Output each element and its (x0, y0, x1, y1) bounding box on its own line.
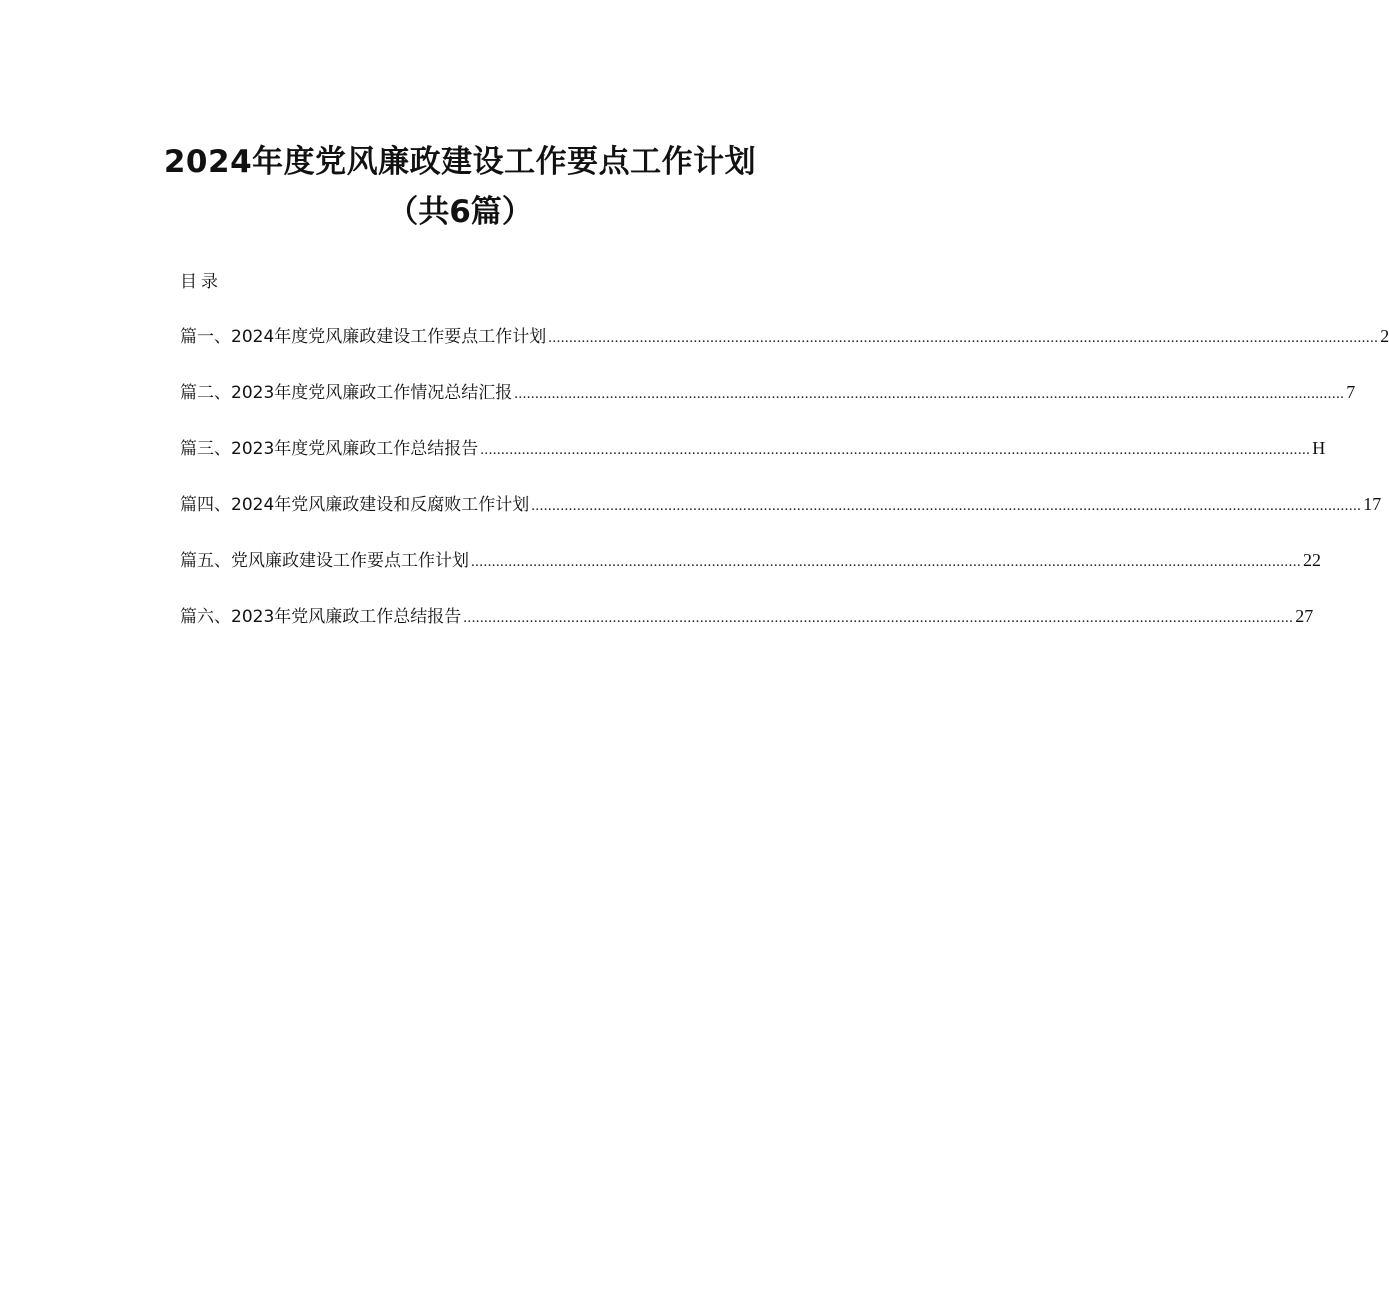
toc-entry-page: 17 (1363, 494, 1382, 514)
toc-entry-page: H (1312, 438, 1326, 458)
toc-entry-5[interactable] (180, 546, 1321, 574)
table-of-contents (180, 322, 1389, 658)
toc-entry-6[interactable] (180, 602, 1314, 630)
toc-entry-4[interactable] (180, 490, 1382, 518)
toc-entry-title: 篇五、党风廉政建设工作要点工作计划 (180, 551, 469, 571)
toc-leader-dots: ........................................................................................................................................................................................................ (471, 554, 1301, 570)
toc-entry-page: 7 (1346, 382, 1356, 402)
toc-entry-page: 27 (1295, 606, 1314, 626)
toc-leader-dots: ........................................................................................................................................................................................................ (463, 610, 1294, 626)
toc-leader-dots: ........................................................................................................................................................................................................ (514, 386, 1345, 402)
toc-entry-page: 22 (1303, 550, 1321, 570)
toc-entry-title: 篇六、2023年党风廉政工作总结报告 (180, 607, 462, 627)
document-subtitle: （共6篇） (387, 194, 533, 230)
toc-entry-title: 篇三、2023年度党风廉政工作总结报告 (180, 439, 479, 459)
toc-entry-title: 篇二、2023年度党风廉政工作情况总结汇报 (180, 383, 513, 403)
toc-entry-1[interactable] (180, 322, 1389, 350)
document-title: 2024年度党风廉政建设工作要点工作计划 (163, 144, 757, 180)
toc-entry-2[interactable] (180, 378, 1356, 406)
toc-leader-dots: ........................................................................................................................................................................................................ (531, 498, 1362, 514)
toc-entry-3[interactable] (180, 434, 1326, 462)
toc-heading: 目录 (180, 272, 222, 292)
toc-entry-title: 篇一、2024年度党风廉政建设工作要点工作计划 (180, 327, 547, 347)
toc-leader-dots: ........................................................................................................................................................................................................ (480, 442, 1311, 458)
toc-leader-dots: ........................................................................................................................................................................................................ (548, 330, 1379, 346)
toc-entry-title: 篇四、2024年党风廉政建设和反腐败工作计划 (180, 495, 530, 515)
toc-entry-page: 2 (1380, 326, 1389, 346)
document-title-block (0, 140, 920, 234)
